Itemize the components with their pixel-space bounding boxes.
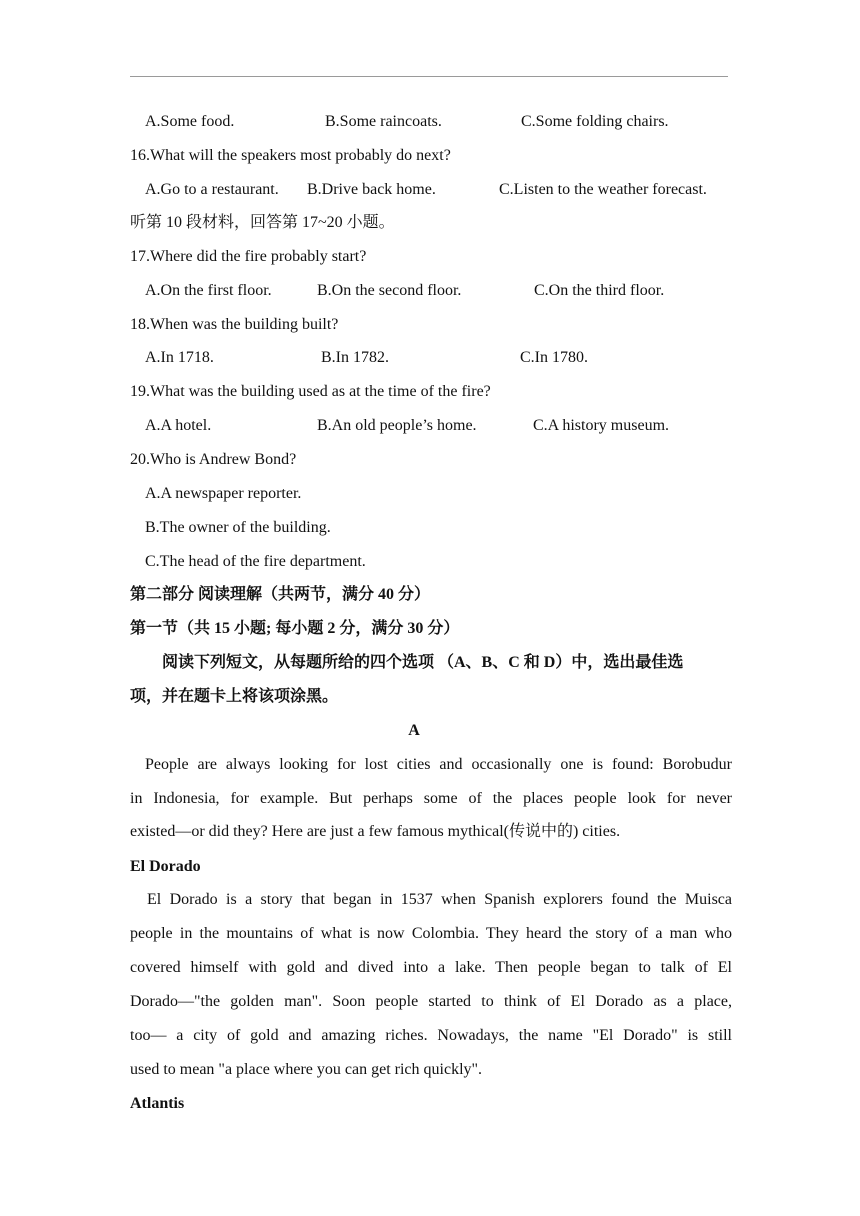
q15-option-b: B.Some raincoats. (325, 113, 442, 130)
el-dorado-line-2: people in the mountains of what is now Colombia. They heard the story of a man who (130, 925, 732, 942)
el-dorado-line-1: El Dorado is a story that began in 1537 when Spanish explorers found the Muisca (147, 891, 732, 908)
q20-option-b: B.The owner of the building. (145, 519, 331, 536)
q17-option-c: C.On the third floor. (534, 282, 665, 299)
header-rule (130, 76, 728, 77)
q18-option-c: C.In 1780. (520, 349, 588, 366)
q20-question: 20.Who is Andrew Bond? (130, 451, 297, 468)
q15-option-a: A.Some food. (145, 113, 235, 130)
section1-title: 第一节（共 15 小题; 每小题 2 分，满分 30 分） (130, 620, 460, 637)
q19-option-b: B.An old people’s home. (317, 417, 477, 434)
el-dorado-line-3: covered himself with gold and dived into a lake. Then people began to talk of El (130, 959, 732, 976)
q19-option-a: A.A hotel. (145, 417, 212, 434)
part2-title: 第二部分 阅读理解（共两节，满分 40 分） (130, 586, 431, 603)
q18-question: 18.When was the building built? (130, 316, 339, 333)
intro-line-3: existed—or did they? Here are just a few famous mythical(传说中的) cities. (130, 823, 621, 840)
q19-option-c: C.A history museum. (533, 417, 670, 434)
q20-option-c: C.The head of the fire department. (145, 553, 366, 570)
q16-option-c: C.Listen to the weather forecast. (499, 181, 707, 198)
el-dorado-heading: El Dorado (130, 858, 201, 875)
el-dorado-line-5: too— a city of gold and amazing riches. Nowadays, the name "El Dorado" is still (130, 1027, 732, 1044)
section10-intro: 听第 10 段材料，回答第 17~20 小题。 (130, 214, 395, 231)
q17-option-a: A.On the first floor. (145, 282, 272, 299)
instructions-line-2: 项，并在题卡上将该项涂黑。 (130, 688, 339, 705)
q17-question: 17.Where did the fire probably start? (130, 248, 367, 265)
atlantis-heading: Atlantis (130, 1095, 185, 1112)
el-dorado-line-4: Dorado—"the golden man". Soon people started to think of El Dorado as a place, (130, 993, 732, 1010)
intro-line-1: People are always looking for lost cities and occasionally one is found: Borobudur (145, 756, 732, 773)
q17-option-b: B.On the second floor. (317, 282, 462, 299)
el-dorado-line-6: used to mean "a place where you can get rich quickly". (130, 1061, 483, 1078)
q19-question: 19.What was the building used as at the time of the fire? (130, 383, 491, 400)
q18-option-b: B.In 1782. (321, 349, 389, 366)
q20-option-a: A.A newspaper reporter. (145, 485, 302, 502)
instructions-line-1: 阅读下列短文，从每题所给的四个选项 （A、B、C 和 D）中，选出最佳选 (162, 654, 684, 671)
q16-question: 16.What will the speakers most probably do next? (130, 147, 451, 164)
q16-option-a: A.Go to a restaurant. (145, 181, 279, 198)
q16-option-b: B.Drive back home. (307, 181, 436, 198)
intro-line-2: in Indonesia, for example. But perhaps some of the places people look for never (130, 790, 732, 807)
q15-option-c: C.Some folding chairs. (521, 113, 669, 130)
q18-option-a: A.In 1718. (145, 349, 214, 366)
passage-label: A (408, 722, 420, 739)
